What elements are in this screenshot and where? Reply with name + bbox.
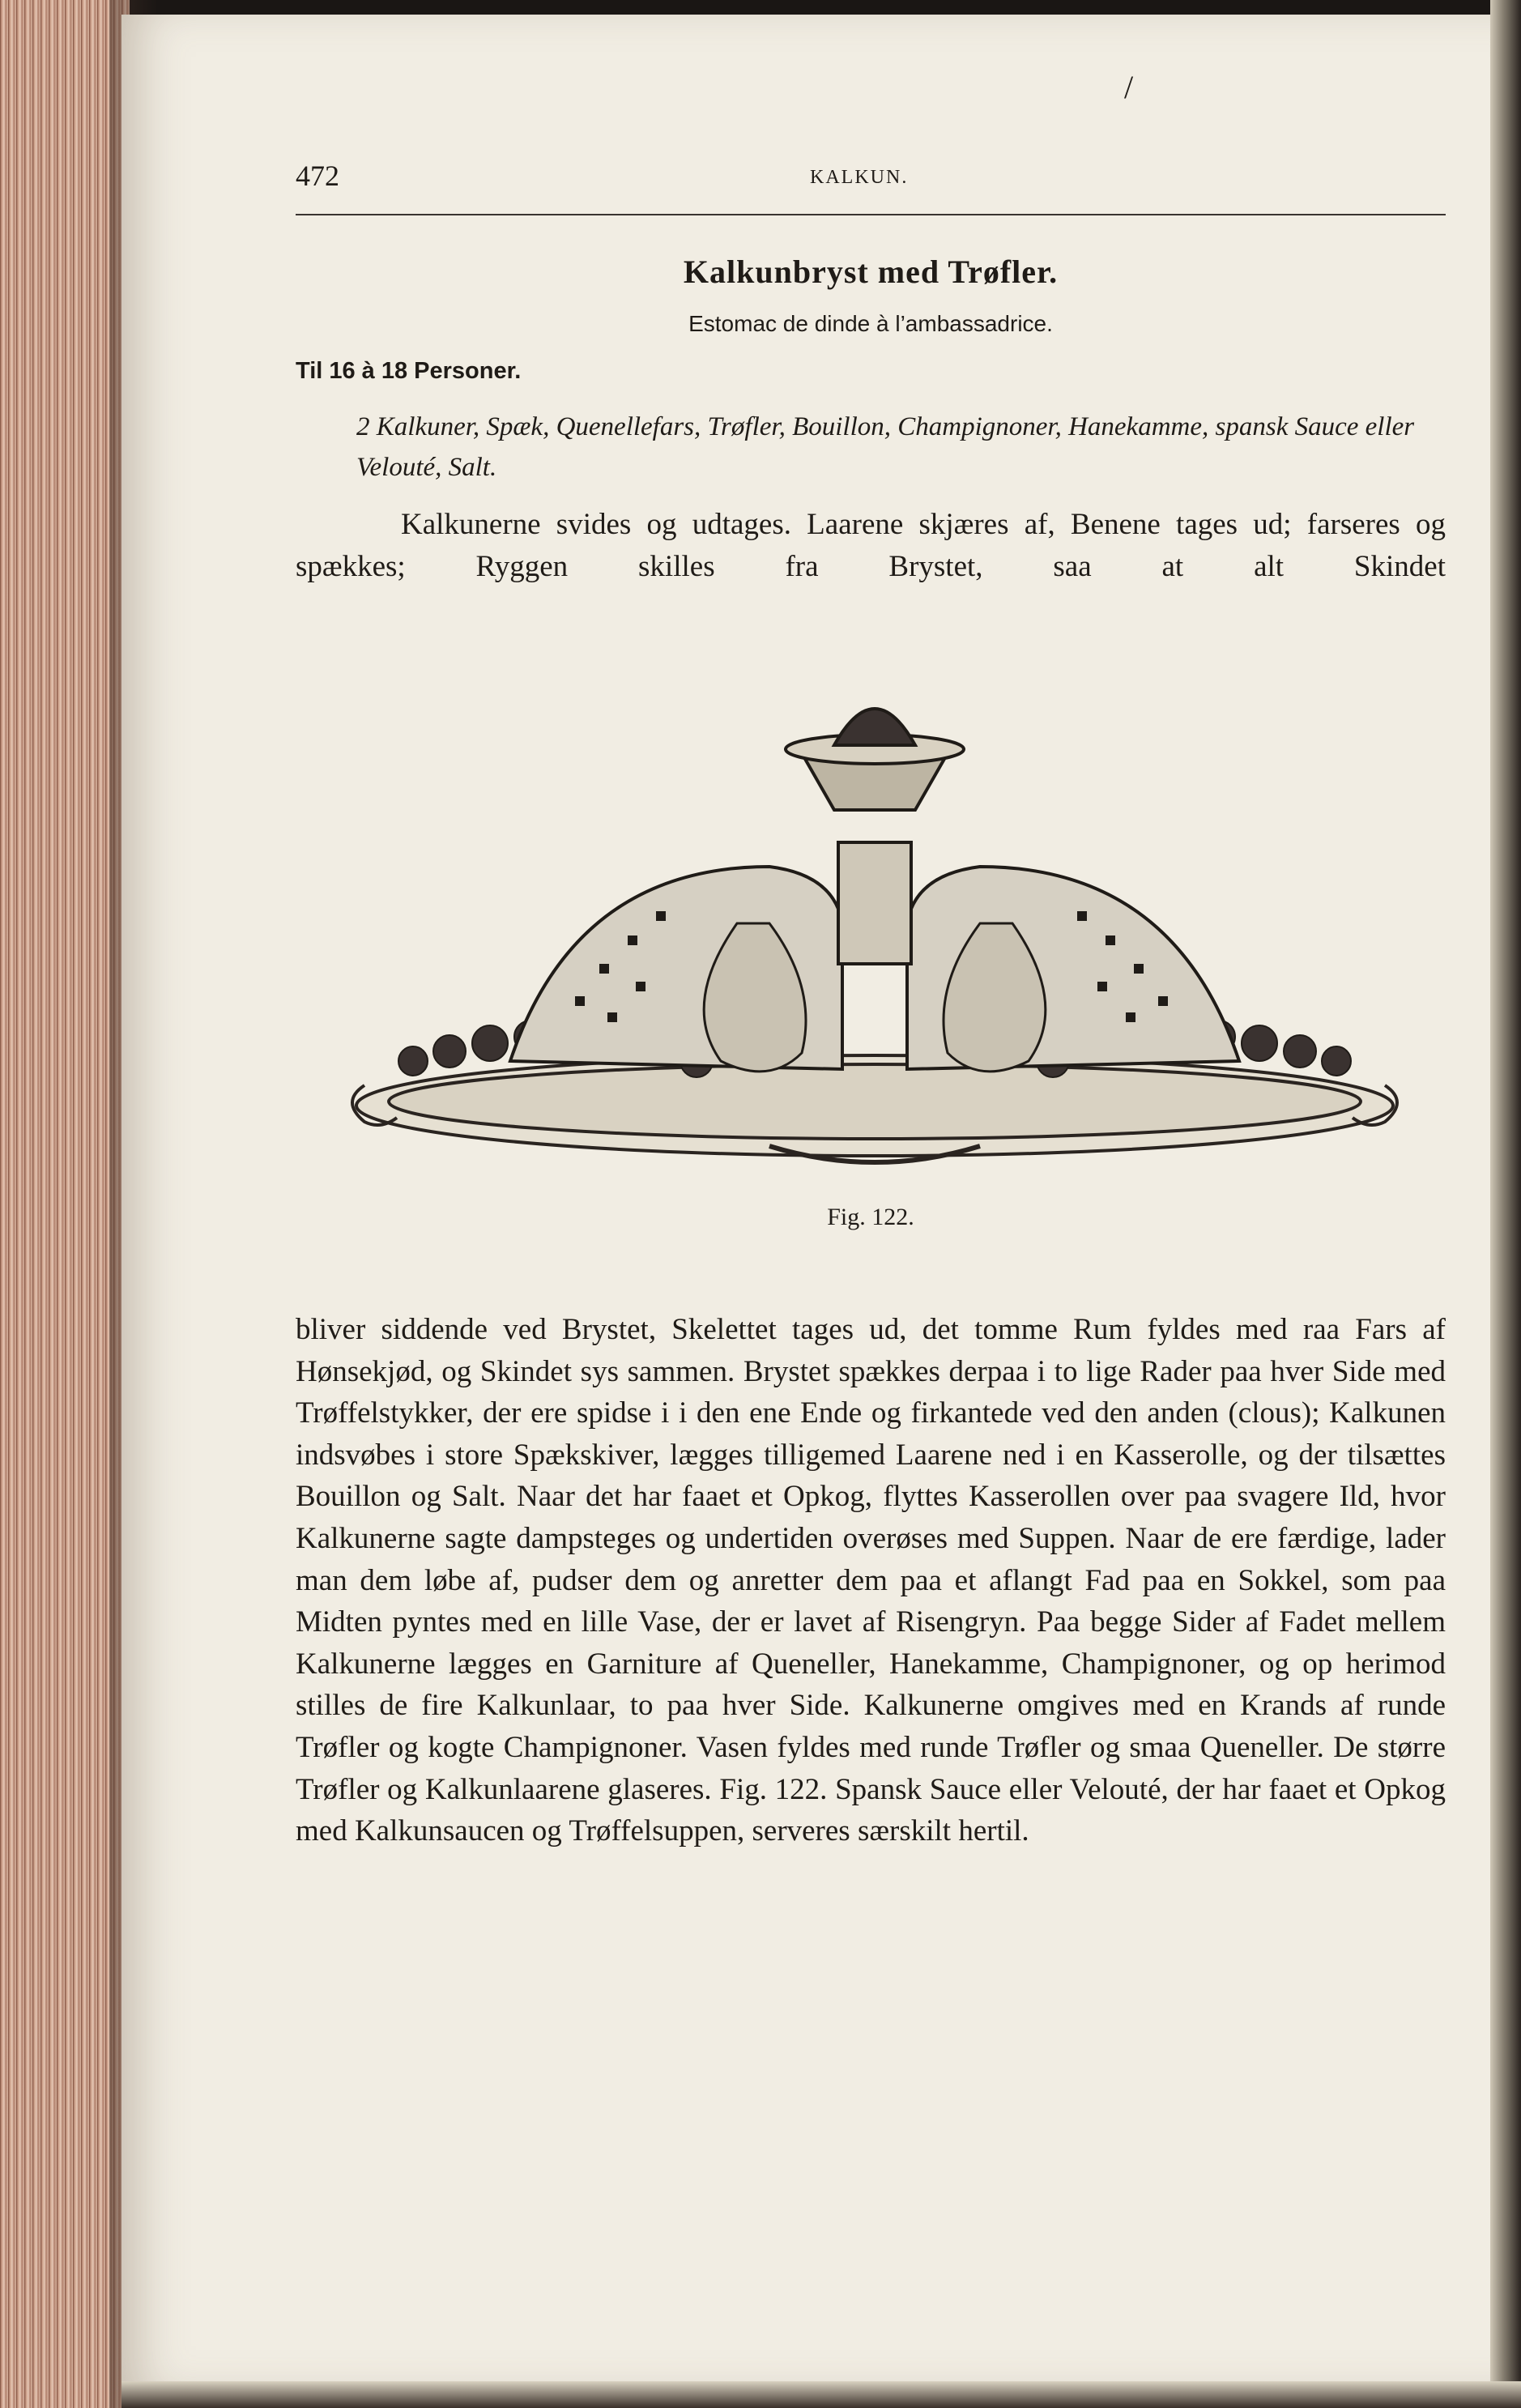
ingredients-list: 2 Kalkuner, Spæk, Quenellefars, Trøfler, Bouillon, Champignoner, Hanekamme, spansk Sauce eller Velouté, Salt. — [356, 412, 1415, 482]
recipe-title: Kalkunbryst med Trøfler. — [683, 254, 1059, 290]
recipe-subtitle: Estomac de dinde à l’ambassadrice. — [688, 311, 1053, 336]
servings: Til 16 à 18 Personer. — [296, 358, 522, 384]
figure-turkey-dish — [316, 680, 1434, 1199]
page-number: 472 — [296, 160, 339, 192]
figure-caption: Fig. 122. — [827, 1204, 914, 1230]
header-rule — [296, 214, 1446, 215]
paragraph-2: bliver siddende ved Brystet, Skelettet tages ud, det tomme Rum fyldes med raa Fars af Hønsekjød, og Skindet sys sammen. Brystet spækkes derpaa i to lige Rader paa hver Side med Trøffelstykker, der ere spidse i i den ene Ende og firkantede ved den anden (clous); Kalkunen indsvøbes i store Spækskiver, lægges tilligemed Laarene ned i en Kasserolle, og der tilsættes Bouillon og Salt. Naar det har faaet et Opkog, flyttes Kasserollen over paa svagere Ild, hvor Kalkunerne sagte dampsteges og undertiden overøses med Suppen. Naar de ere færdige, lader man dem løbe af, pudser dem og anretter dem paa et aflangt Fad paa en Sokkel, som paa Midten pyntes med en lille Vase, der er lavet af Risengryn. Paa begge Sider af Fadet mellem Kalkunerne lægges en Garniture af Queneller, Hanekamme, Champignoner, og op herimod stilles de fire Kalkunlaar, to paa hver Side. Kalkunerne omgives med en Krands af runde Trøfler og kogte Champignoner. Vasen fyldes med runde Trøfler og smaa Queneller. De større Trøfler og Kalkunlaarene glaseres. Fig. 122. Spansk Sauce eller Velouté, der har faaet et Opkog med Kalkunsaucen og Trøffelsuppen, serveres særskilt hertil. — [296, 1313, 1446, 1848]
running-head: KALKUN. — [810, 167, 909, 188]
platter — [352, 1055, 1397, 1162]
page-right-edge — [1490, 0, 1521, 2408]
stray-mark: / — [1124, 69, 1134, 105]
page-bottom-edge — [121, 2381, 1521, 2408]
paragraph-1: Kalkunerne svides og udtages. Laarene skjæres af, Benene tages ud; farseres og spækkes; Ryggen skilles fra Brystet, saa at alt Skindet — [296, 508, 1446, 583]
